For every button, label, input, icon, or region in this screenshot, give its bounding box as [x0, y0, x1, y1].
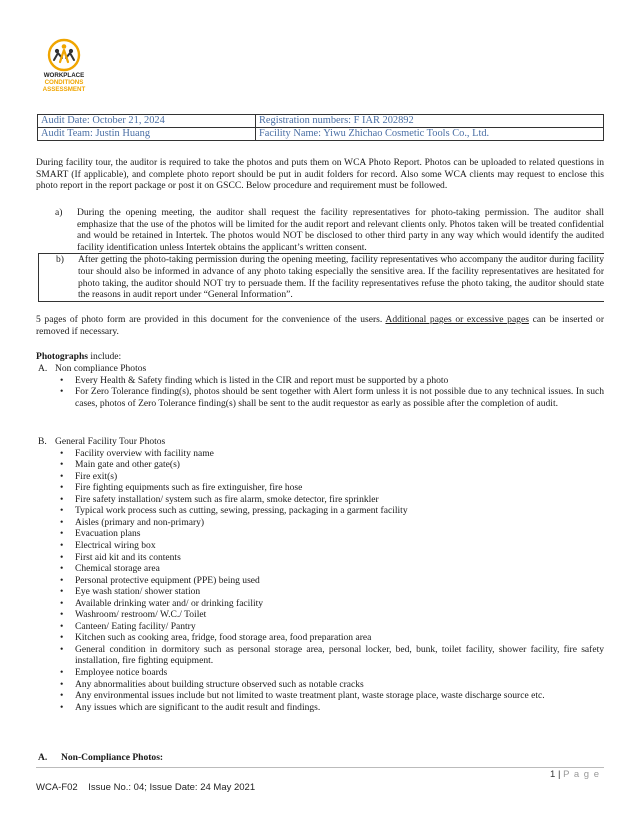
general-tour-list	[38, 448, 604, 714]
list-item: • Typical work process such as cutting, sewing, pressing, packaging in a garment facility	[38, 505, 604, 517]
list-item: • For Zero Tolerance finding(s), photos should be sent together with Alert form unless it is not possible due to any technical issues. In such cases, photos of Zero Tolerance finding(s) shall be sent to the audit requestor as early as possible after the completion of audit.	[38, 386, 604, 409]
pages-note-after: can be inserted or removed if necessary.	[36, 314, 605, 337]
procedure-item-a	[38, 207, 604, 253]
photographs-heading-rest: include:	[88, 351, 122, 362]
list-item: • Fire exit(s)	[38, 471, 604, 483]
list-item: • Available drinking water and/ or drinking facility	[38, 598, 604, 610]
list-item: • Electrical wiring box	[38, 540, 604, 552]
pages-note-before: 5 pages of photo form are provided in this document for the convenience of the users.	[36, 314, 386, 325]
list-item: • Canteen/ Eating facility/ Pantry	[38, 621, 604, 633]
procedure-text: During the opening meeting, the auditor shall request the facility representatives for photo-taking permission. The auditor shall emphasize that the use of the photos will be limited for the audit report and relevant clients only. Photos taken will be treated confidential and would be retained in Intertek. The photos would NOT be disclosed to other third party in any way which would identify the audited facility identification unless Intertek obtains the applicant’s written consent.	[77, 207, 604, 253]
non-compliance-list	[38, 375, 604, 410]
footer-divider	[36, 767, 604, 768]
photographs-heading-bold: Photographs	[36, 351, 88, 362]
table-row	[38, 128, 604, 141]
facility-name-cell: Facility Name: Yiwu Zhichao Cosmetic Tools Co., Ltd.	[256, 128, 604, 141]
list-item: • Eye wash station/ shower station	[38, 586, 604, 598]
logo-line-assessment: ASSESSMENT	[42, 85, 86, 93]
procedure-marker: a)	[55, 207, 63, 218]
section-title-text: Non compliance Photos	[55, 363, 147, 374]
non-compliance-photos-heading	[38, 752, 163, 763]
section-general-tour	[38, 436, 604, 713]
page-number-label: P a g e	[563, 769, 600, 780]
table-row	[38, 115, 604, 128]
wca-logo-icon	[47, 38, 81, 72]
procedure-marker: b)	[56, 254, 64, 266]
list-item: • Fire fighting equipments such as fire extinguisher, fire hose	[38, 482, 604, 494]
pages-note-underlined: Additional pages or excessive pages	[385, 314, 529, 325]
procedure-list	[38, 207, 604, 302]
wca-logo	[36, 38, 92, 93]
logo-line-workplace: WORKPLACE	[43, 72, 85, 79]
pages-note	[36, 314, 604, 337]
section-marker: A.	[38, 752, 48, 763]
registration-cell: Registration numbers: F IAR 202892	[256, 115, 604, 128]
audit-team-cell: Audit Team: Justin Huang	[38, 128, 256, 141]
list-item: • Any issues which are significant to the audit result and findings.	[38, 702, 604, 714]
list-item: • Employee notice boards	[38, 667, 604, 679]
list-item: • General condition in dormitory such as personal storage area, personal locker, bed, bunk, toilet facility, shower facility, fire safety installation, fire fighting equipment.	[38, 644, 604, 667]
list-item: • Any abnormalities about building structure observed such as notable cracks	[38, 679, 604, 691]
document-footer: WCA-F02 Issue No.: 04; Issue Date: 24 May 2021	[36, 782, 256, 793]
section-non-compliance	[38, 363, 604, 409]
list-item: • Every Health & Safety finding which is listed in the CIR and report must be supported by a photo	[38, 375, 604, 387]
section-marker: B.	[38, 436, 47, 447]
list-item: • Evacuation plans	[38, 528, 604, 540]
section-marker: A.	[38, 363, 48, 374]
page-number	[550, 769, 600, 780]
list-item: • Fire safety installation/ system such as fire alarm, smoke detector, fire sprinkler	[38, 494, 604, 506]
audit-date-cell: Audit Date: October 21, 2024	[38, 115, 256, 128]
list-item: • Personal protective equipment (PPE) being used	[38, 575, 604, 587]
list-item: • Main gate and other gate(s)	[38, 459, 604, 471]
section-title	[38, 436, 604, 448]
list-item: • Any environmental issues include but not limited to waste treatment plant, waste storage place, waste discharge source etc.	[38, 690, 604, 702]
procedure-text: After getting the photo-taking permission during the opening meeting, facility representatives who accompany the auditor during facility tour should also be informed in advance of any photo taking especially the sensitive area. If the facility representatives are hesitated for photo taking, the auditor should NOT try to persuade them. If the facility representatives refuse the photo taking, the auditor should state the reasons in audit report under “General Information”.	[78, 254, 604, 301]
section-title-text: Non-Compliance Photos:	[61, 752, 164, 763]
list-item: • Washroom/ restroom/ W.C./ Toilet	[38, 609, 604, 621]
intro-paragraph: During facility tour, the auditor is required to take the photos and puts them on WCA Photo Report. Photos can be uploaded to related questions in SMART (If applicable), and complete photo report should be put in audit folders for record. Also some WCA clients may request to enclose this photo report in the report package or post it on GSCC. Below procedure and requirement must be followed.	[36, 157, 604, 192]
audit-info-table	[37, 114, 604, 141]
photographs-heading	[36, 351, 121, 363]
section-title	[38, 363, 604, 375]
list-item: • Aisles (primary and non-primary)	[38, 517, 604, 529]
logo-line-conditions: CONDITIONS	[44, 78, 84, 86]
procedure-item-b	[38, 253, 604, 301]
list-item: • First aid kit and its contents	[38, 552, 604, 564]
page-number-separator: |	[555, 769, 564, 780]
list-item: • Kitchen such as cooking area, fridge, food storage area, food preparation area	[38, 632, 604, 644]
list-item: • Chemical storage area	[38, 563, 604, 575]
page-number-value: 1	[550, 769, 556, 780]
section-title-text: General Facility Tour Photos	[55, 436, 166, 447]
list-item: • Facility overview with facility name	[38, 448, 604, 460]
